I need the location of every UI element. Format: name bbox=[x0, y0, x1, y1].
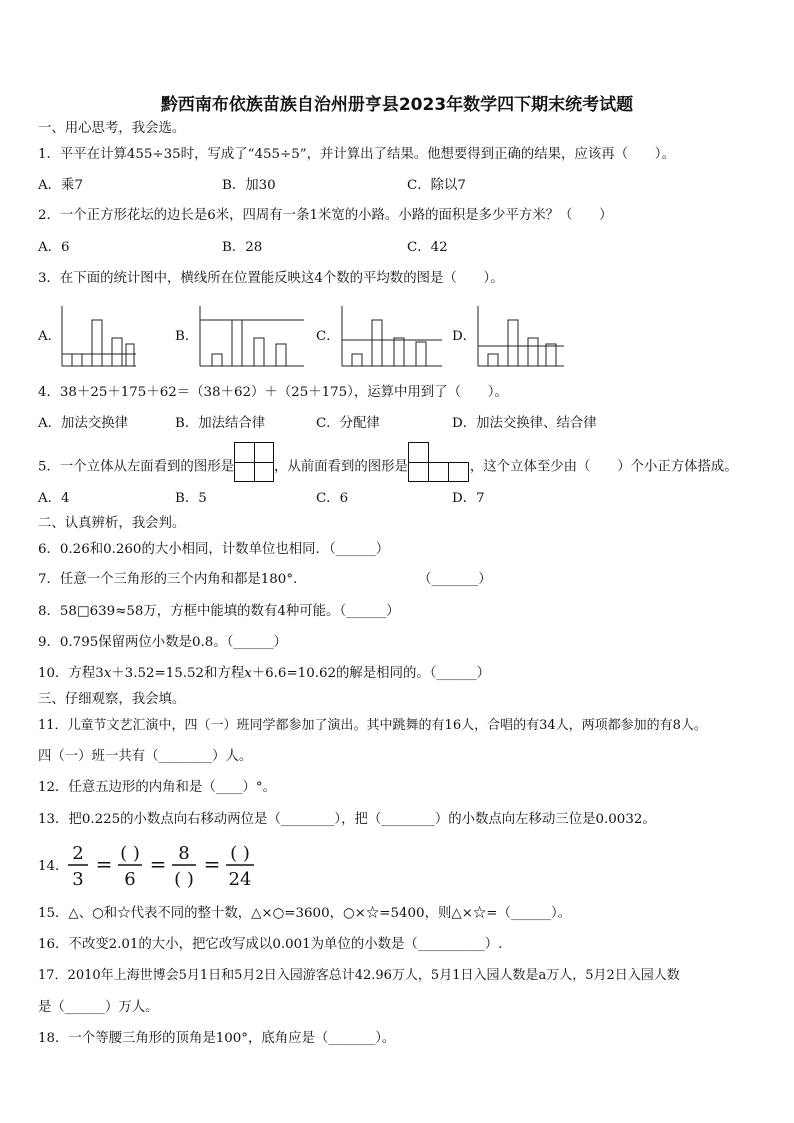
question-7: 7．任意一个三角形的三个内角和都是180°. bbox=[38, 572, 298, 587]
q14-f3-numerator: 8 bbox=[178, 843, 190, 864]
question-10: 10．方程3𝑥＋3.52=15.52和方程𝑥＋6.6=10.62的解是相同的。（______） bbox=[38, 666, 490, 681]
q14-fraction-equation bbox=[64, 840, 264, 890]
q4-option-d: D．加法交换律、结合律 bbox=[452, 416, 597, 431]
question-12: 12．任意五边形的内角和是（____）°。 bbox=[38, 780, 276, 795]
q2-option-a: A．6 bbox=[38, 240, 70, 255]
section-heading-2: 二、认真辨析，我会判。 bbox=[38, 516, 186, 531]
question-3: 3．在下面的统计图中，横线所在位置能反映这4个数的平均数的图是（ ）。 bbox=[38, 271, 504, 286]
question-4: 4．38＋25＋175＋62＝（38＋62）＋（25＋175），运算中用到了（ ）。 bbox=[38, 385, 508, 400]
q5-front-view-figure bbox=[408, 442, 470, 482]
q4-option-b: B．加法结合律 bbox=[175, 416, 266, 431]
q7-answer-blank: （_______） bbox=[418, 572, 492, 587]
question-8: 8．58□639≈58万，方框中能填的数有4种可能。（______） bbox=[38, 604, 400, 619]
q5-text-1: 5．一个立体从左面看到的图形是 bbox=[38, 459, 234, 475]
question-11-line-1: 11．儿童节文艺汇演中，四（一）班同学都参加了演出。其中跳舞的有16人，合唱的有34人，两项都参加的有8人。 bbox=[38, 718, 707, 733]
question-1: 1．平平在计算455÷35时，写成了“455÷5”，并计算出了结果。他想要得到正确的结果，应该再（ ）。 bbox=[38, 147, 675, 162]
question-17-line-1: 17．2010年上海世博会5月1日和5月2日入园游客总计42.96万人，5月1日入园人数是a万人，5月2日入园人数 bbox=[38, 968, 680, 983]
svg-text:=: = bbox=[203, 852, 221, 876]
q14-f4-denominator: 24 bbox=[228, 869, 252, 890]
q5-text-2: ，从前面看到的图形是 bbox=[274, 459, 408, 475]
question-6: 6．0.26和0.260的大小相同，计数单位也相同．（______） bbox=[38, 542, 390, 557]
page-title: 黔西南布依族苗族自治州册亨县2023年数学四下期末统考试题 bbox=[160, 95, 634, 115]
q3-chart-d bbox=[476, 304, 566, 368]
q4-option-a: A．加法交换律 bbox=[38, 416, 129, 431]
q1-option-a: A．乘7 bbox=[38, 178, 83, 193]
q3-chart-a bbox=[60, 304, 138, 368]
q3-chart-b bbox=[198, 304, 306, 368]
q5-option-a: A．4 bbox=[38, 491, 70, 506]
question-2: 2．一个正方形花坛的边长是6米，四周有一条1米宽的小路。小路的面积是多少平方米？（ ） bbox=[38, 208, 613, 223]
q14-f4-numerator: ( ) bbox=[230, 843, 250, 864]
q14-f2-numerator: ( ) bbox=[120, 843, 140, 864]
q3-label-d: D． bbox=[452, 329, 477, 344]
question-17-line-2: 是（______）万人。 bbox=[38, 1000, 159, 1015]
section-heading-1: 一、用心思考，我会选。 bbox=[38, 121, 186, 136]
q1-option-c: C．除以7 bbox=[407, 178, 466, 193]
question-9: 9．0.795保留两位小数是0.8。（______） bbox=[38, 635, 287, 650]
q14-f1-numerator: 2 bbox=[72, 843, 84, 864]
q3-chart-c bbox=[340, 304, 444, 368]
q2-option-b: B．28 bbox=[222, 240, 263, 255]
q5-option-b: B．5 bbox=[175, 491, 207, 506]
svg-text:=: = bbox=[149, 852, 167, 876]
q1-option-b: B．加30 bbox=[222, 178, 276, 193]
q5-option-c: C．6 bbox=[316, 491, 349, 506]
question-16: 16．不改变2.01的大小，把它改写成以0.001为单位的小数是（__________）. bbox=[38, 937, 503, 952]
section-heading-3: 三、仔细观察，我会填。 bbox=[38, 692, 186, 707]
question-18: 18．一个等腰三角形的顶角是100°，底角应是（_______）。 bbox=[38, 1031, 396, 1046]
q3-label-c: C． bbox=[316, 329, 340, 344]
q5-option-d: D．7 bbox=[452, 491, 485, 506]
q3-label-b: B． bbox=[175, 329, 199, 344]
q14-f2-denominator: 6 bbox=[124, 869, 136, 890]
q14-f3-denominator: ( ) bbox=[174, 869, 194, 890]
q3-label-a: A． bbox=[38, 329, 62, 344]
question-14-label: 14． bbox=[38, 859, 69, 874]
question-11-line-2: 四（一）班一共有（________）人。 bbox=[38, 749, 253, 764]
question-13: 13．把0.225的小数点向右移动两位是（________），把（________）的小数点向左移动三位是0.0032。 bbox=[38, 812, 656, 827]
question-5 bbox=[38, 452, 738, 482]
svg-text:=: = bbox=[95, 852, 113, 876]
q2-option-c: C．42 bbox=[407, 240, 448, 255]
q14-f1-denominator: 3 bbox=[72, 869, 84, 890]
q5-left-view-figure bbox=[234, 442, 274, 482]
q5-text-3: ，这个立体至少由（ ）个小正方体搭成。 bbox=[469, 459, 738, 475]
question-15: 15．△、○和☆代表不同的整十数，△×○=3600，○×☆=5400，则△×☆=（______）。 bbox=[38, 906, 572, 921]
q4-option-c: C．分配律 bbox=[316, 416, 380, 431]
